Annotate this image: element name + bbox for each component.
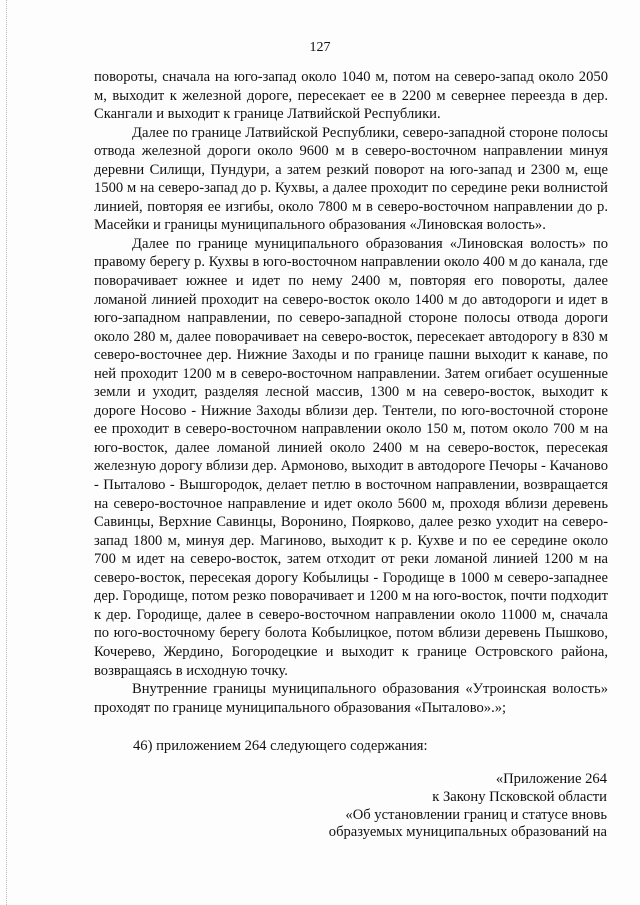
- page-number: 127: [309, 40, 331, 55]
- paragraph-linovskaya-border: Далее по границе муниципального образования «Линовская волость» по правому берегу р. Кухвы в юго-восточном направлении около 400 м до канала, где поворачивает южнее и идет по нему 2400 м, повторяя его повороты, далее ломаной линией проходит на северо-восток около 1400 м до автодороги и идет в юго-западном направлении, по северо-западной стороне полосы отвода дороги около 280 м, далее поворачивает на северо-восток, пересекает автодорогу в 830 м северо-восточнее дер. Нижние Заходы и по границе пашни выходит к канаве, по ней проходит 1200 м в северо-восточном направлении. Затем огибает осушенные земли и уходит, разделяя лесной массив, 1300 м на северо-восток, выходит к дороге Носово - Нижние Заходы вблизи дер. Тентели, по юго-восточной стороне ее проходит в северо-восточном направлении около 150 м, потом около 700 м на юго-восток, далее ломаной линией около 2400 м на северо-восток, пересекая железную дорогу вблизи дер. Армоново, выходит в автодороге Печоры - Качаново - Пыталово - Вышгородок, делает петлю в восточном направлении, возвращается на северо-восточное направление и идет около 5600 м, проходя вблизи деревень Савинцы, Верхние Савинцы, Воронино, Поярково, далее резко уходит на северо-запад 1800 м, минуя дер. Магиново, выходит к р. Кухве и по ее середине около 700 м идет на северо-восток, затем отходит от реки ломаной линией 1200 м на северо-восток, пересекая дорогу Кобылицы - Городище в 1000 м северо-западнее дер. Городище, потом резко поворачивает и 1200 м на юго-восток, почти подходит к дер. Городище, далее в северо-восточном направлении около 11000 м, сначала по юго-восточному берегу болота Кобылицкое, потом вблизи деревень Пышково, Кочерево, Жердино, Богородецкие и выходит к границе Островского района, возвращаясь в исходную точку.: [94, 235, 608, 679]
- appendix-line: к Закону Псковской области: [432, 788, 607, 805]
- scan-edge-line: [6, 0, 8, 905]
- item-46: 46) приложением 264 следующего содержания:: [133, 738, 428, 754]
- paragraph-latvia-border: Далее по границе Латвийской Республики, северо-западной стороне полосы отвода железной дороги около 9600 м в северо-восточном направлении минуя деревни Силищи, Пундури, а затем резкий поворот на юго-запад и 2300 м, еще 1500 м на северо-запад до р. Кухвы, а далее проходит по середине реки волнистой линией, повторяя ее изгибы, около 7800 м в северо-восточном направлении до р. Масейки и границы муниципального образования «Линовская волость».: [94, 124, 608, 234]
- paragraph-internal-borders: Внутренние границы муниципального образования «Утроинская волость» проходят по границе муниципального образования «Пыталово».»;: [94, 681, 608, 716]
- appendix-line: «Об установлении границ и статусе вновь: [345, 806, 607, 823]
- body-text: [94, 68, 608, 717]
- appendix-header: [329, 771, 607, 842]
- paragraph-continuation: повороты, сначала на юго-запад около 1040 м, потом на северо-запад около 2050 м, выходит к железной дороге, пересекает ее в 2200 м севернее переезда в дер. Скангали и выходит к границе Латвийской Республики.: [94, 69, 608, 123]
- appendix-line: образуемых муниципальных образований на: [328, 824, 607, 841]
- appendix-line: «Приложение 264: [495, 771, 607, 787]
